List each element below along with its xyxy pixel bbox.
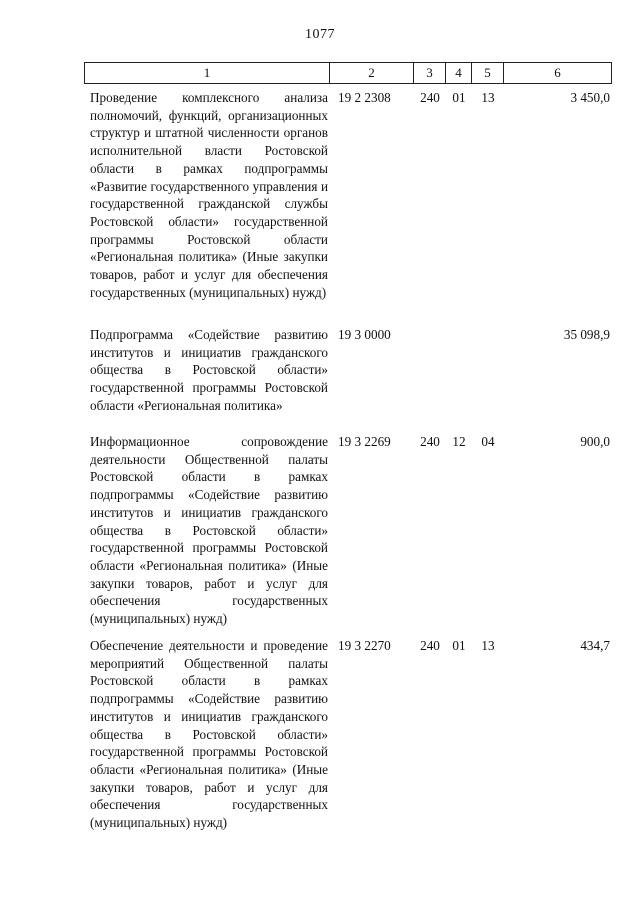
row-code: 19 3 2269 [338,434,391,449]
table-row [84,433,612,628]
row-amount: 3 450,0 [570,90,610,105]
row-col5: 04 [481,434,495,449]
table-row [84,89,612,301]
row-col5: 13 [481,638,495,653]
page-number: 1077 [305,27,335,42]
row-col5 [472,326,504,415]
row-description: Обеспечение деятельности и проведение мероприятий Общественной палаты Ростовской области в рамках подпрограммы «Содействие развитию институтов и инициатив гражданского общества в Ростовской области» государственной программы Ростовской области «Региональная политика» (Иные закупки товаров, работ и услуг для обеспечения государственных (муниципальных) нужд) [90,638,328,831]
table-header [84,62,612,84]
row-col3: 240 [420,434,440,449]
row-amount: 434,7 [580,638,610,653]
row-amount: 900,0 [580,434,610,449]
row-description: Информационное сопровождение деятельности Общественной палаты Ростовской области в рамках подпрограммы «Содействие развитию институтов и инициатив гражданского общества в Ростовской области» государственной программы Ростовской области «Региональная политика» (Иные закупки товаров, работ и услуг для обеспечения государственных (муниципальных) нужд) [90,434,328,627]
header-cell-4: 4 [446,63,472,83]
row-col3: 240 [420,90,440,105]
row-col5: 13 [481,90,495,105]
row-amount: 35 098,9 [563,327,610,342]
row-description: Подпрограмма «Содействие развитию институтов и инициатив гражданского общества в Ростовской области» государственной программы Ростовской области «Региональная политика» [90,327,328,413]
table-row [84,637,612,832]
row-col3: 240 [420,638,440,653]
header-cell-5: 5 [472,63,504,83]
header-cell-3: 3 [414,63,446,83]
header-cell-1: 1 [84,63,330,83]
row-code: 19 3 2270 [338,638,391,653]
row-col4: 01 [452,638,466,653]
row-col3 [414,326,446,415]
table-row [84,326,612,415]
row-code: 19 2 2308 [338,90,391,105]
row-col4: 12 [452,434,466,449]
row-description: Проведение комплексного анализа полномочий, функций, организационных структур и штатной численности органов исполнительной власти Ростовской области в рамках подпрограммы «Развитие государственного управления и государственной гражданской службы Ростовской области» государственной программы Ростовской области «Региональная политика» (Иные закупки товаров, работ и услуг для обеспечения государственных (муниципальных) нужд) [90,90,328,300]
row-code: 19 3 0000 [338,327,391,342]
header-cell-2: 2 [330,63,414,83]
row-col4 [446,326,472,415]
row-col4: 01 [452,90,466,105]
header-cell-6: 6 [504,63,612,83]
